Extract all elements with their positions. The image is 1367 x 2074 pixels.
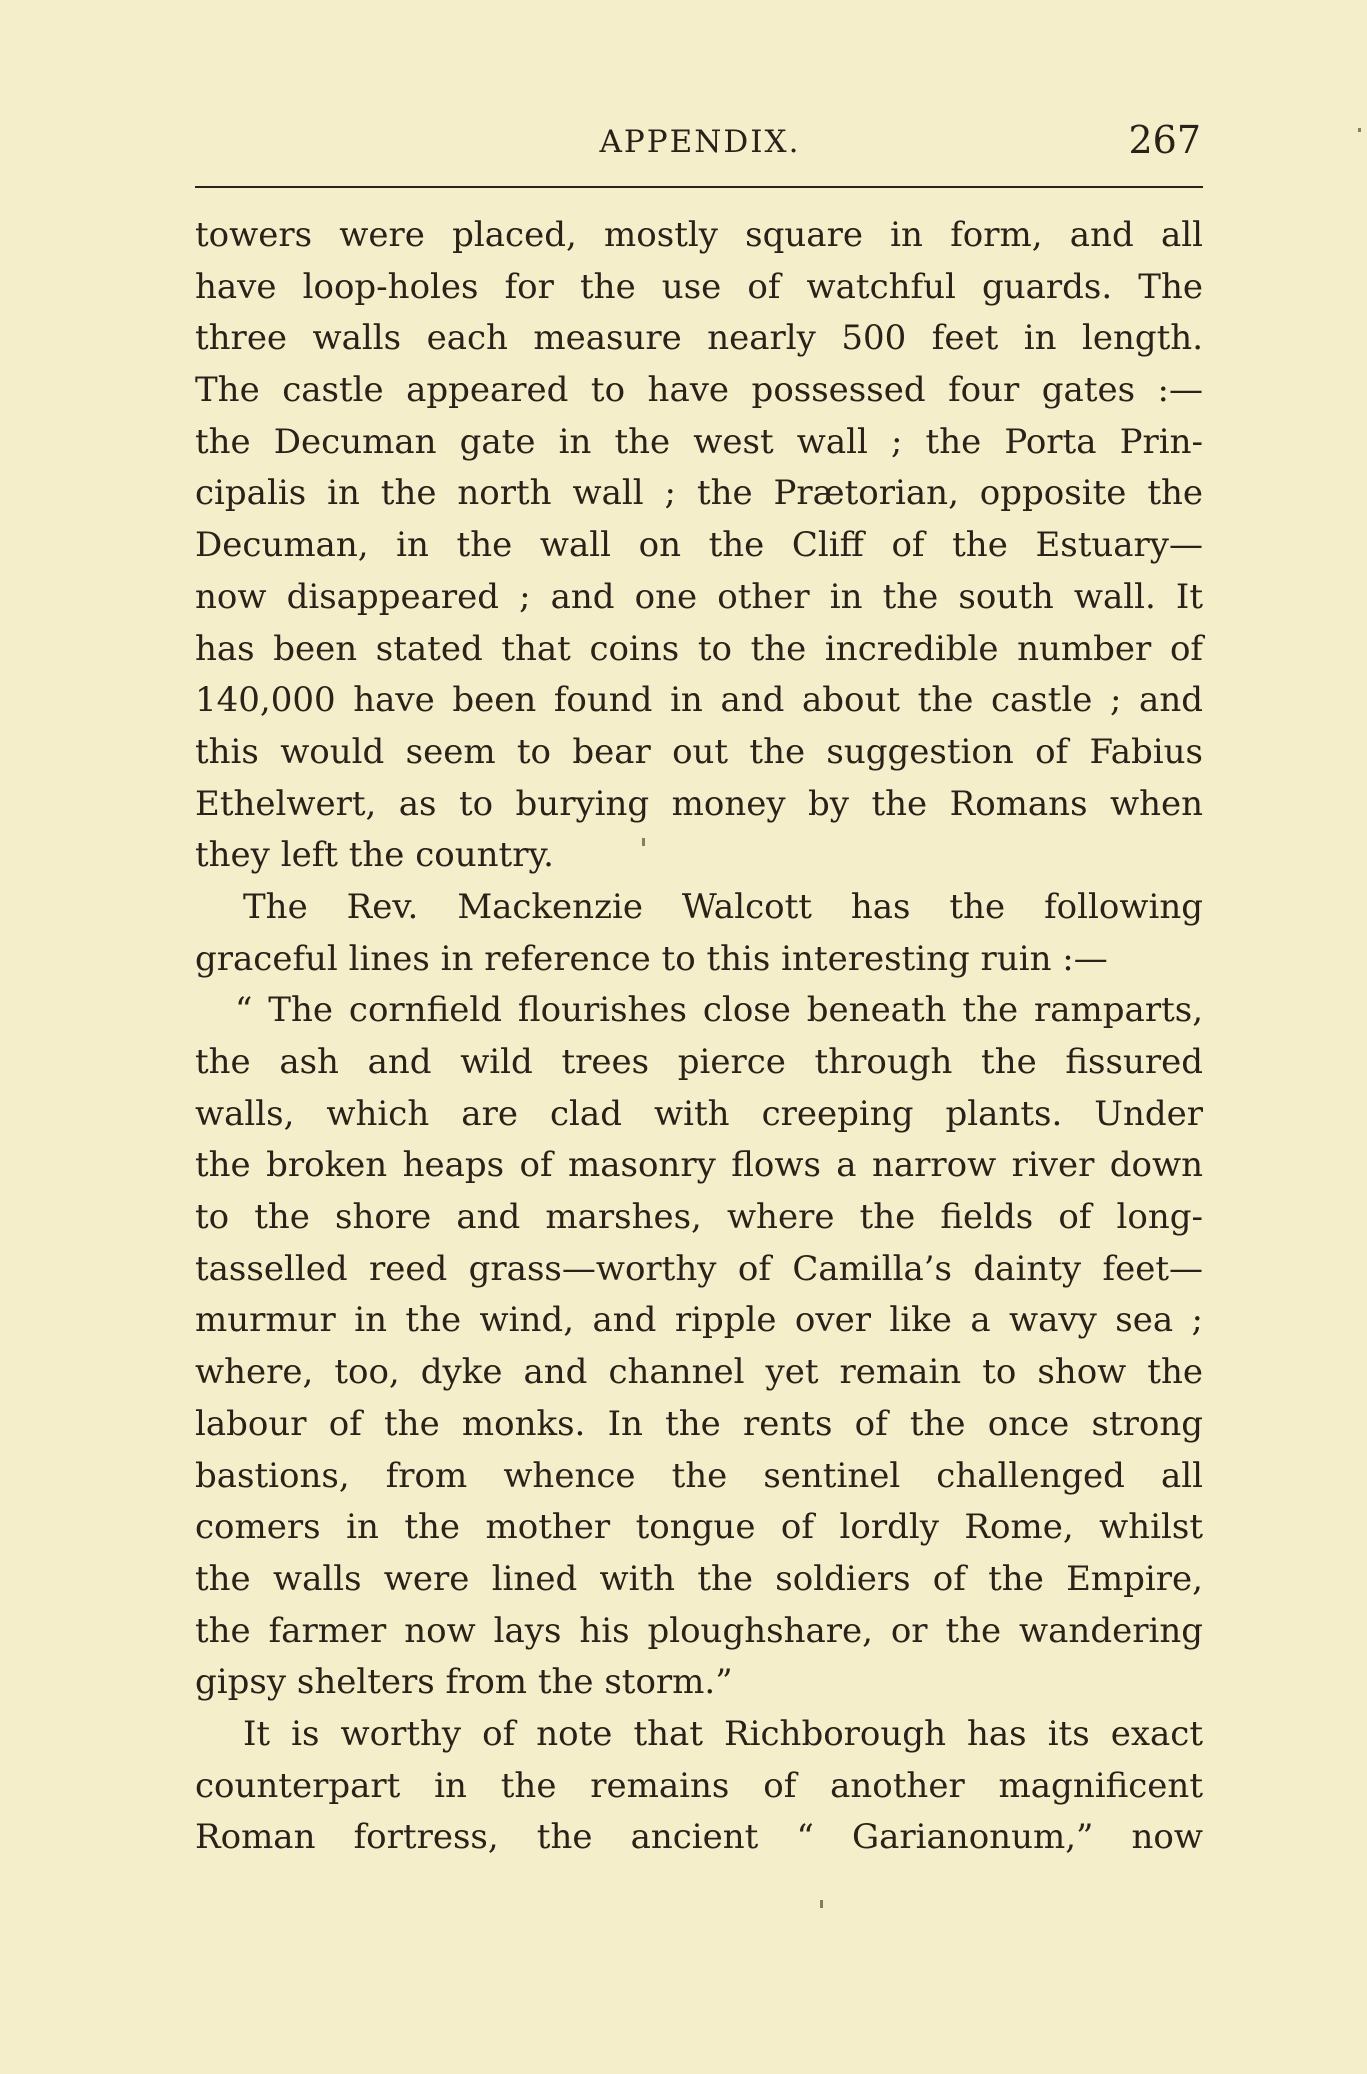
text-line: three walls each measure nearly 500 feet in length.: [195, 318, 1203, 359]
text-line: Decuman, in the wall on the Cliff of the Estuary—: [195, 525, 1203, 566]
quote-line: murmur in the wind, and ripple over like a wavy sea ;: [195, 1300, 1203, 1341]
text-line: Roman fortress, the ancient “ Garianonum,” now: [195, 1817, 1203, 1858]
quote-line: where, too, dyke and channel yet remain to show the: [195, 1352, 1203, 1393]
paragraph-start-line: It is worthy of note that Richborough has its exact: [243, 1713, 1203, 1754]
text-line: counterpart in the remains of another magnificent: [195, 1765, 1203, 1806]
quote-line: tasselled reed grass—worthy of Camilla’s dainty feet—: [195, 1248, 1203, 1289]
quote-end-line: gipsy shelters from the storm.”: [195, 1662, 733, 1703]
text-line: towers were placed, mostly square in form, and all: [195, 215, 1203, 255]
paragraph-start-line: The Rev. Mackenzie Walcott has the following: [243, 886, 1203, 927]
page-header: [195, 118, 1205, 168]
quote-start-line: “ The cornfield flourishes close beneath the ramparts,: [235, 990, 1203, 1031]
paragraph-end-line: graceful lines in reference to this interesting ruin :—: [195, 938, 1108, 979]
paper-speck: [642, 838, 645, 846]
page-number: 267: [1128, 118, 1201, 162]
running-head: APPENDIX.: [599, 124, 801, 160]
quote-line: labour of the monks. In the rents of the once strong: [195, 1403, 1203, 1444]
text-line: now disappeared ; and one other in the south wall. It: [195, 576, 1203, 617]
text-line: 140,000 have been found in and about the castle ; and: [195, 680, 1203, 721]
text-line: this would seem to bear out the suggestion of Fabius: [195, 731, 1203, 772]
quote-line: to the shore and marshes, where the fields of long-: [195, 1197, 1203, 1238]
quote-line: the walls were lined with the soldiers of the Empire,: [195, 1558, 1203, 1599]
text-line: cipalis in the north wall ; the Prætorian, opposite the: [195, 473, 1203, 514]
text-line: have loop-holes for the use of watchful guards. The: [195, 266, 1203, 307]
body-text: [195, 210, 1203, 1864]
quote-line: the ash and wild trees pierce through the fissured: [195, 1042, 1203, 1082]
text-line: Ethelwert, as to burying money by the Romans when: [195, 783, 1203, 824]
header-rule: [195, 186, 1203, 188]
paper-speck: [1358, 128, 1361, 132]
text-line: The castle appeared to have possessed four gates :—: [195, 370, 1203, 411]
quote-line: the broken heaps of masonry flows a narrow river down: [195, 1145, 1203, 1186]
quote-line: bastions, from whence the sentinel challenged all: [195, 1455, 1203, 1496]
text-line: has been stated that coins to the incredible number of: [195, 628, 1203, 669]
text-line: the Decuman gate in the west wall ; the Porta Prin-: [195, 421, 1203, 462]
quote-line: the farmer now lays his ploughshare, or the wandering: [195, 1610, 1203, 1651]
quote-line: comers in the mother tongue of lordly Rome, whilst: [195, 1507, 1203, 1548]
paper-speck: [820, 1900, 823, 1908]
paragraph-end-line: they left the country.: [195, 835, 554, 876]
quote-line: walls, which are clad with creeping plants. Under: [195, 1093, 1203, 1134]
